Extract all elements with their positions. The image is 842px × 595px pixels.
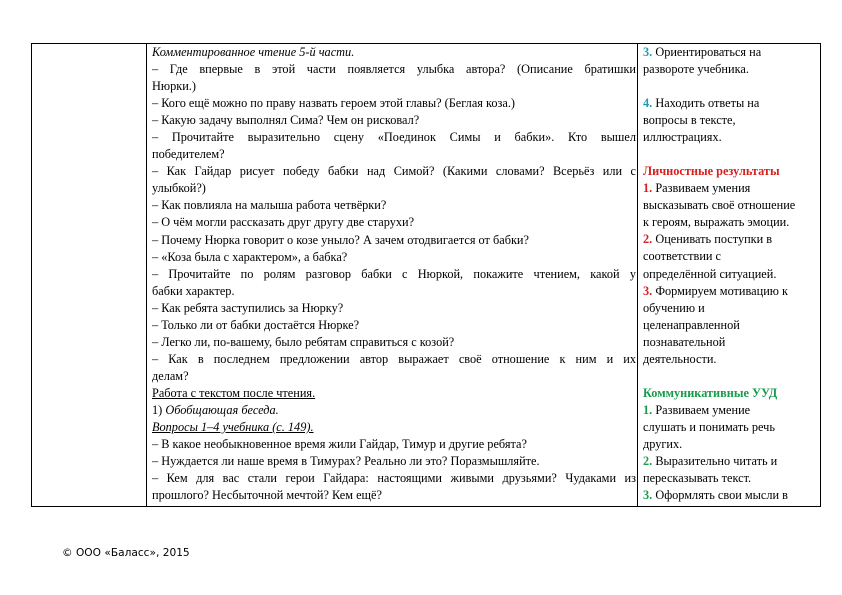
question-line: – Как в последнем предложении автор выражает своё отношение к ним и их — [152, 351, 636, 366]
question-item — [152, 129, 636, 163]
beseda-label: Обобщающая беседа. — [165, 402, 279, 417]
result-line: Оформлять свои мысли в — [655, 488, 788, 503]
lesson-content-column — [152, 44, 636, 504]
result-number: 3. — [643, 45, 653, 59]
result-number: 2. — [643, 453, 653, 468]
questions-reference: Вопросы 1–4 учебника (с. 149). — [152, 420, 314, 435]
result-item — [643, 487, 815, 504]
question-line: бабки характер. — [152, 283, 235, 298]
results-column — [643, 44, 815, 504]
result-item — [643, 283, 815, 368]
table-divider-2 — [637, 44, 638, 506]
result-line: к героям, выражать эмоции. — [643, 215, 790, 230]
result-line: Развиваем умение — [655, 402, 751, 417]
result-line: Формируем мотивацию к — [655, 283, 789, 298]
result-number: 2. — [643, 232, 653, 247]
result-item — [643, 231, 815, 282]
question-line: улыбкой?) — [152, 181, 206, 196]
question-line: – О чём могли рассказать друг другу две старухи? — [152, 215, 415, 230]
table-border-left — [31, 44, 32, 506]
result-line: Находить ответы на — [655, 96, 760, 111]
copyright-footer: © ООО «Баласс», 2015 — [62, 547, 190, 559]
communicative-list — [643, 402, 815, 504]
question-item — [152, 334, 636, 351]
result-line: слушать и понимать речь — [643, 419, 775, 434]
question-line: делам? — [152, 368, 189, 383]
lesson-table — [31, 43, 821, 507]
question-item — [152, 232, 636, 249]
result-item — [643, 402, 815, 453]
result-line: соответствии с — [643, 249, 722, 264]
result-item — [643, 180, 815, 231]
question-item — [152, 95, 636, 112]
question-line: – Только ли от бабки достаётся Нюрке? — [152, 317, 360, 332]
result-line: пересказывать текст. — [643, 471, 752, 486]
question-item — [152, 351, 636, 385]
result-line: познавательной — [643, 334, 726, 349]
communicative-heading: Коммуникативные УУД — [643, 385, 778, 400]
result-number: 1. — [643, 181, 653, 196]
personal-results-list — [643, 180, 815, 368]
question-line: – Легко ли, по-вашему, было ребятам справиться с козой? — [152, 334, 455, 349]
result-number: 3. — [643, 283, 653, 298]
result-line: Выразительно читать и — [655, 453, 778, 468]
question-item — [152, 112, 636, 129]
table-border-right — [820, 44, 821, 506]
result-item-3 — [643, 44, 815, 78]
result-number: 1. — [643, 402, 653, 417]
question-item — [152, 214, 636, 231]
question-item — [152, 317, 636, 334]
result-line: других. — [643, 436, 683, 451]
question-line: – В какое необыкновенное время жили Гайдар, Тимур и другие ребята? — [152, 437, 527, 452]
result-number: 4. — [643, 96, 653, 111]
result-line: развороте учебника. — [643, 62, 749, 77]
question-line: – Как ребята заступились за Нюрку? — [152, 300, 344, 315]
result-line: вопросы в тексте, — [643, 113, 736, 128]
question-line: – Прочитайте по ролям разговор бабки с Нюркой, покажите чтением, какой у — [152, 266, 636, 281]
reading-questions — [152, 61, 636, 385]
question-item — [152, 436, 636, 453]
personal-results-heading: Личностные результаты — [643, 164, 780, 179]
result-line: иллюстрациях. — [643, 130, 722, 145]
question-line: прошлого? Несбыточной мечтой? Кем ещё? — [152, 488, 382, 503]
result-number: 3. — [643, 488, 653, 503]
beseda-number: 1) — [152, 402, 163, 417]
question-item — [152, 453, 636, 470]
result-line: обучению и — [643, 300, 705, 315]
question-line: – Какую задачу выполнял Сима? Чем он рисковал? — [152, 113, 420, 128]
table-divider-1 — [146, 44, 147, 506]
question-line: – Почему Нюрка говорит о козе уныло? А зачем отодвигается от бабки? — [152, 232, 529, 247]
section-title: Комментированное чтение 5-й части. — [152, 45, 355, 59]
question-line: – Кого ещё можно по праву назвать героем этой главы? (Беглая коза.) — [152, 96, 515, 111]
question-item — [152, 266, 636, 300]
result-line: Развиваем умения — [655, 181, 751, 196]
question-item — [152, 61, 636, 95]
question-line: – Как Гайдар рисует победу бабки над Симой? (Какими словами? Всерьёз или с — [152, 164, 636, 179]
question-item — [152, 197, 636, 214]
question-item — [152, 249, 636, 266]
result-line: Оценивать поступки в — [655, 232, 773, 247]
question-line: победителем? — [152, 147, 225, 162]
question-item — [152, 470, 636, 504]
question-line: – Прочитайте выразительно сцену «Поединок Симы и бабки». Кто вышел — [152, 130, 636, 145]
question-line: – Нуждается ли наше время в Тимурах? Реально ли это? Поразмышляйте. — [152, 454, 540, 469]
question-line: – Как повлияла на малыша работа четвёрки? — [152, 198, 387, 213]
beseda-line — [152, 402, 636, 419]
result-line: определённой ситуацией. — [643, 266, 777, 281]
result-line: целенаправленной — [643, 317, 740, 332]
result-item — [643, 453, 815, 487]
result-line: Ориентироваться на — [655, 45, 762, 59]
question-item — [152, 300, 636, 317]
question-item — [152, 163, 636, 197]
result-item-4 — [643, 95, 815, 146]
result-line: деятельности. — [643, 351, 717, 366]
question-line: – Где впервые в этой части появляется улыбка автора? (Описание братишки — [152, 62, 636, 77]
discussion-questions — [152, 436, 636, 504]
question-line: – Кем для вас стали герои Гайдара: настоящими живыми друзьями? Чудаками из — [152, 471, 636, 486]
work-heading: Работа с текстом после чтения. — [152, 385, 316, 400]
result-line: высказывать своё отношение — [643, 198, 796, 213]
question-line: – «Коза была с характером», а бабка? — [152, 249, 348, 264]
question-line: Нюрки.) — [152, 79, 196, 94]
